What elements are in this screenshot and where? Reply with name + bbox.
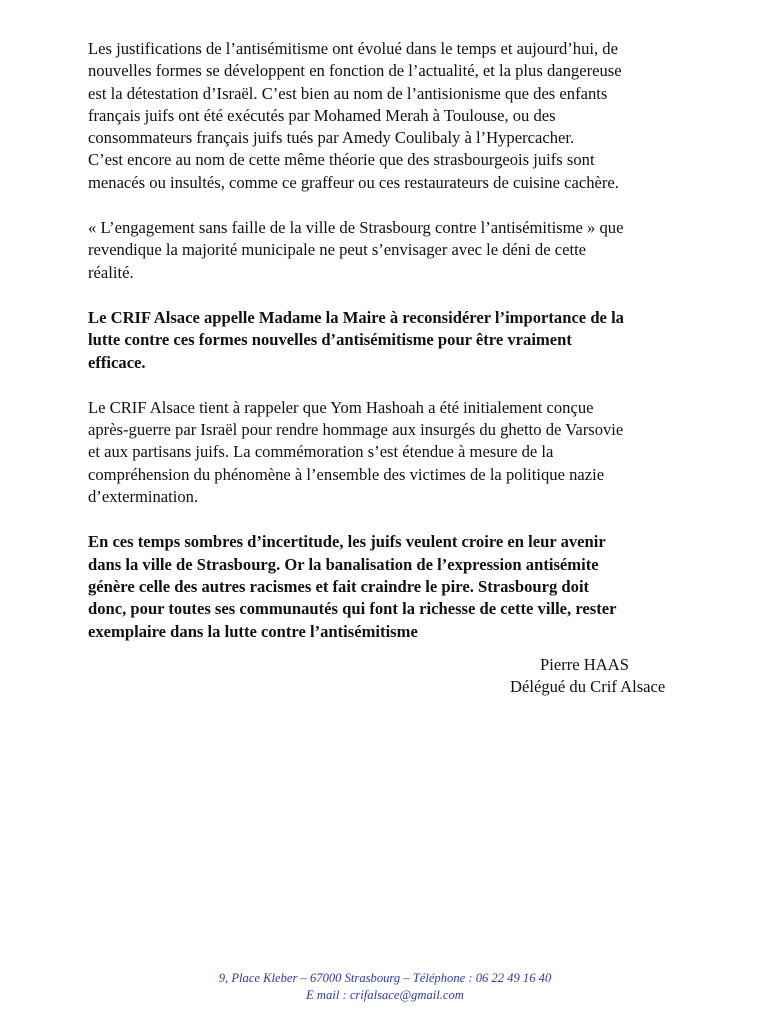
text-line: « L’engagement sans faille de la ville de Strasbourg contre l’antisémitisme » que	[88, 218, 624, 238]
text-line: d’extermination.	[88, 487, 199, 507]
text-line: exemplaire dans la lutte contre l’antisémitisme	[88, 621, 418, 641]
text-line: lutte contre ces formes nouvelles d’antisémitisme pour être vraiment	[88, 330, 572, 350]
text-line: efficace.	[88, 352, 146, 372]
text-line: Le CRIF Alsace tient à rappeler que Yom Hashoah a été initialement conçue	[88, 397, 594, 417]
text-line: français juifs ont été exécutés par Mohamed Merah à Toulouse, ou des	[88, 105, 556, 125]
footer-email: E mail : crifalsace@gmail.com	[306, 988, 464, 1002]
text-line: après-guerre par Israël pour rendre hommage aux insurgés du ghetto de Varsovie	[88, 420, 624, 440]
text-line: réalité.	[88, 262, 134, 282]
text-line: donc, pour toutes ses communautés qui font la richesse de cette ville, rester	[88, 599, 617, 619]
paragraph-conclusion	[88, 531, 698, 642]
text-line: En ces temps sombres d’incertitude, les juifs veulent croire en leur avenir	[88, 532, 606, 552]
text-line: nouvelles formes se développent en fonction de l’actualité, et la plus dangereuse	[88, 61, 622, 81]
letter-body	[88, 38, 698, 666]
text-line: génère celle des autres racismes et fait craindre le pire. Strasbourg doit	[88, 576, 590, 596]
paragraph-city-engagement	[88, 217, 698, 284]
text-line: menacés ou insultés, comme ce graffeur ou ces restaurateurs de cuisine cachère.	[88, 172, 619, 192]
text-line: C’est encore au nom de cette même théorie que des strasbourgeois juifs sont	[88, 150, 595, 170]
signatory-role: Délégué du Crif Alsace	[510, 677, 666, 696]
footer-address: 9, Place Kleber – 67000 Strasbourg – Téléphone : 06 22 49 16 40	[218, 971, 552, 985]
paragraph-antisemitism-forms	[88, 38, 698, 194]
text-line: Le CRIF Alsace appelle Madame la Maire à reconsidérer l’importance de la	[88, 307, 624, 327]
text-line: compréhension du phénomène à l’ensemble des victimes de la politique nazie	[88, 464, 605, 484]
text-line: et aux partisans juifs. La commémoration s’est étendue à mesure de la	[88, 442, 554, 462]
text-line: dans la ville de Strasbourg. Or la banalisation de l’expression antisémite	[88, 554, 599, 574]
paragraph-call-to-mayor	[88, 307, 698, 374]
text-line: revendique la majorité municipale ne peut s’envisager avec le déni de cette	[88, 240, 587, 260]
text-line: consommateurs français juifs tués par Amedy Coulibaly à l’Hypercacher.	[88, 128, 575, 148]
signatory-name: Pierre HAAS	[540, 655, 629, 674]
letterhead-footer	[0, 970, 770, 1004]
text-line: Les justifications de l’antisémitisme ont évolué dans le temps et aujourd’hui, de	[88, 39, 618, 58]
paragraph-yom-hashoah	[88, 397, 698, 508]
text-line: est la détestation d’Israël. C’est bien au nom de l’antisionisme que des enfants	[88, 83, 608, 103]
